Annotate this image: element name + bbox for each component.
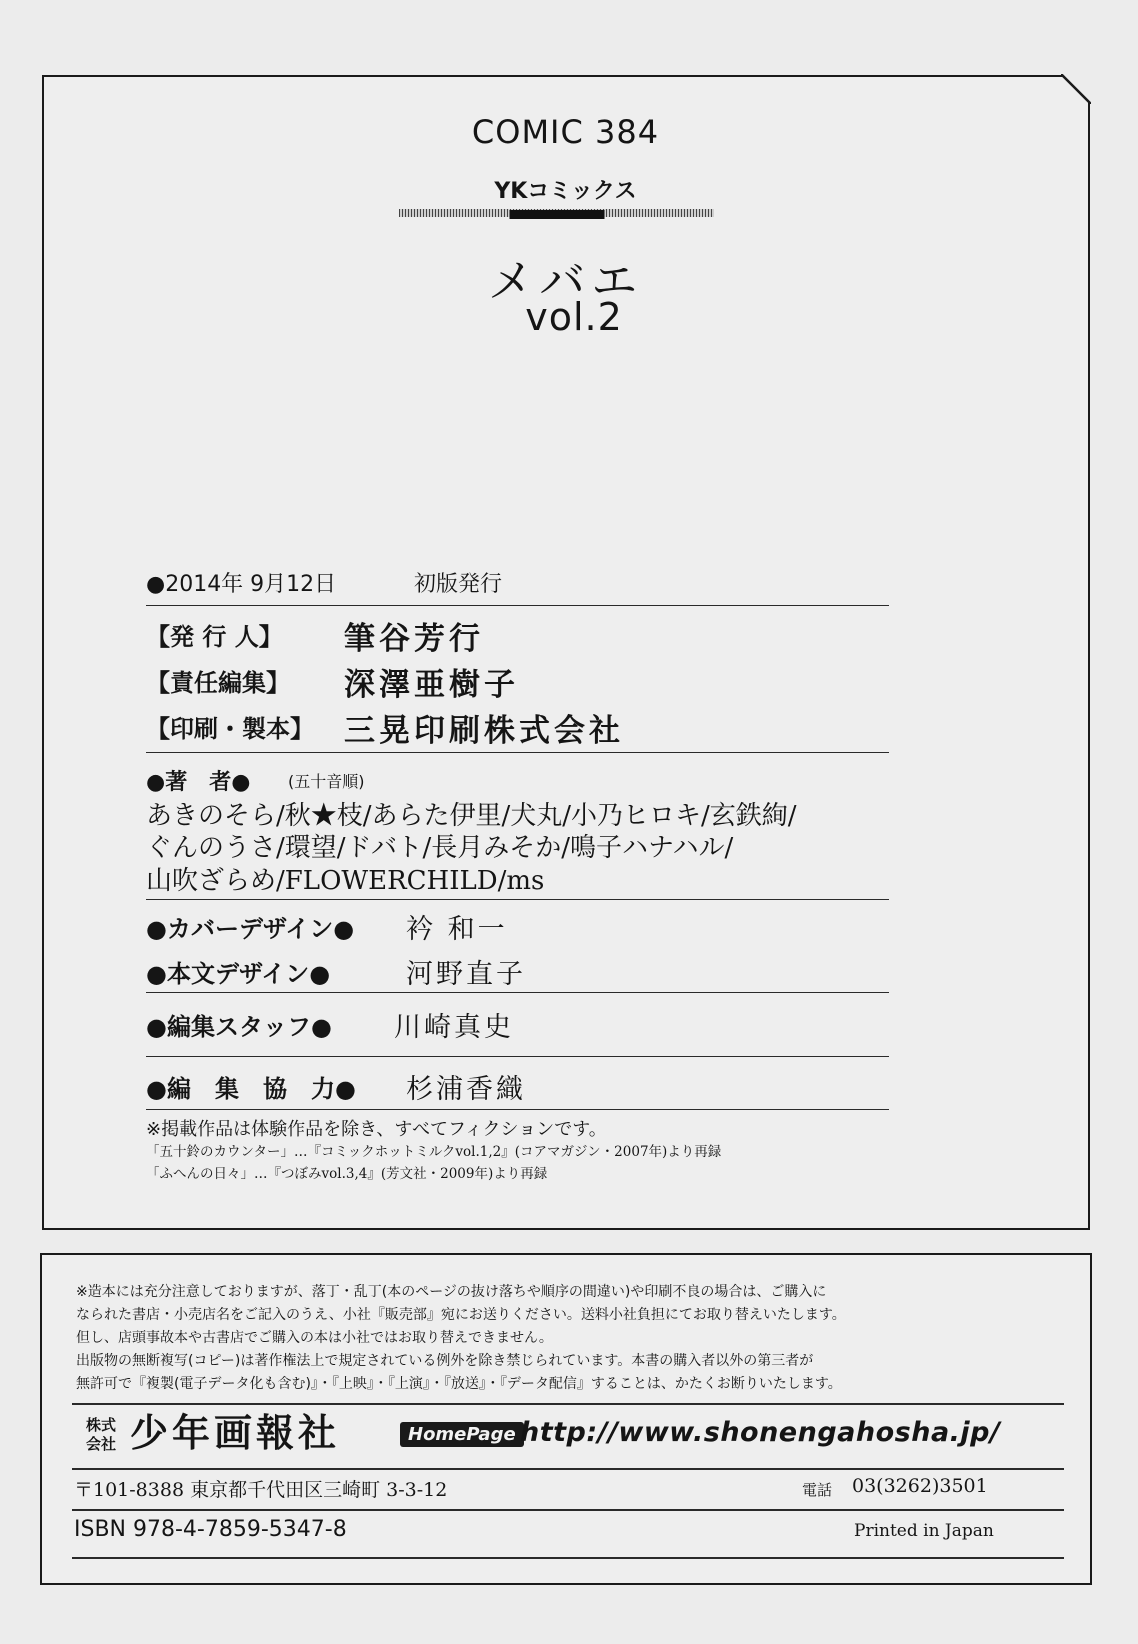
folded-corner-mark [1061, 74, 1091, 104]
brand-title: COMIC 384 [471, 113, 660, 151]
printed-in: Printed in Japan [854, 1521, 994, 1541]
authors-heading: ●著 者● [146, 770, 251, 795]
homepage-badge [400, 1422, 524, 1447]
reprint-note-2: 「ふへんの日々」…『つぼみvol.3,4』(芳文社・2009年)より再録 [146, 1166, 548, 1182]
notice-line-1: ※造本には充分注意しておりますが、落丁・乱丁(本のページの抜け落ちや順序の間違い)や印刷不良の場合は、ご購入に [76, 1284, 827, 1300]
credit-role-printer: 【印刷・製本】 [146, 715, 314, 743]
authors-order-note: (五十音順) [288, 772, 365, 791]
edition-label: 初版発行 [414, 572, 503, 597]
fiction-note: ※掲載作品は体験作品を除き、すべてフィクションです。 [146, 1119, 607, 1140]
authors-line-3: 山吹ざらめ/FLOWERCHILD/ms [146, 866, 545, 896]
credit-name-publisher: 筆谷芳行 [344, 621, 484, 657]
notice-line-4: 出版物の無断複写(コピー)は著作権法上で規定されている例外を除き禁じられています。本書の購入者以外の第三者が [76, 1353, 814, 1369]
credit-role-editor: 【責任編集】 [146, 669, 290, 697]
colophon-frame [42, 75, 1090, 1230]
publisher-frame [40, 1253, 1092, 1585]
reprint-note-1: 「五十鈴のカウンター」…『コミックホットミルクvol.1,2』(コアマガジン・2007年)より再録 [146, 1144, 722, 1160]
publisher-address: 〒101-8388 東京都千代田区三崎町 3-3-12 [74, 1479, 448, 1501]
imprint-banner [399, 206, 714, 220]
staff-role-editorial: ●編集スタッフ● [146, 1013, 332, 1041]
imprint-label: YKコミックス [494, 179, 637, 204]
phone-label: 電話 [802, 1481, 833, 1499]
publication-date: ●2014年 9月12日 [146, 572, 337, 597]
notice-line-3: 但し、店頭事故本や古書店でご購入の本は小社ではお取り替えできません。 [76, 1330, 553, 1346]
publisher-name: 少年画報社 [130, 1411, 341, 1455]
notice-line-5: 無許可で『複製(電子データ化も含む)』・『上映』・『上演』・『放送』・『データ配信』することは、かたくお断りいたします。 [76, 1376, 842, 1392]
homepage-label: HomePage [400, 1422, 524, 1447]
authors-line-1: あきのそら/秋★枝/あらた伊里/犬丸/小乃ヒロキ/玄鉄絢/ [146, 801, 797, 831]
authors-line-2: ぐんのうさ/環望/ドバト/長月みそか/鳴子ハナハル/ [146, 833, 734, 863]
isbn: ISBN 978-4-7859-5347-8 [74, 1517, 347, 1542]
company-type-bottom: 会社 [86, 1435, 117, 1453]
publisher-url[interactable]: http://www.shonengahosha.jp/ [520, 1417, 1001, 1448]
credit-name-editor: 深澤亜樹子 [344, 667, 519, 703]
company-type-top: 株式 [86, 1416, 117, 1434]
staff-name-cover-design: 衿 和一 [406, 914, 508, 945]
staff-name-text-design: 河野直子 [406, 959, 526, 990]
phone-number: 03(3262)3501 [852, 1475, 988, 1497]
credit-name-printer: 三晃印刷株式会社 [344, 713, 624, 749]
book-title: メバエ [487, 254, 644, 308]
staff-role-cover-design: ●カバーデザイン● [146, 915, 355, 943]
notice-line-2: なられた書店・小売店名をご記入のうえ、小社『販売部』宛にお送りください。送料小社負担にてお取り替えいたします。 [76, 1307, 846, 1323]
staff-name-editorial: 川崎真史 [394, 1012, 514, 1043]
credit-role-publisher: 【発 行 人】 [146, 623, 283, 651]
staff-role-cooperation: ●編 集 協 力● [146, 1075, 356, 1103]
staff-name-cooperation: 杉浦香織 [406, 1074, 526, 1105]
volume-label: vol.2 [525, 295, 623, 339]
staff-role-text-design: ●本文デザイン● [146, 960, 331, 988]
